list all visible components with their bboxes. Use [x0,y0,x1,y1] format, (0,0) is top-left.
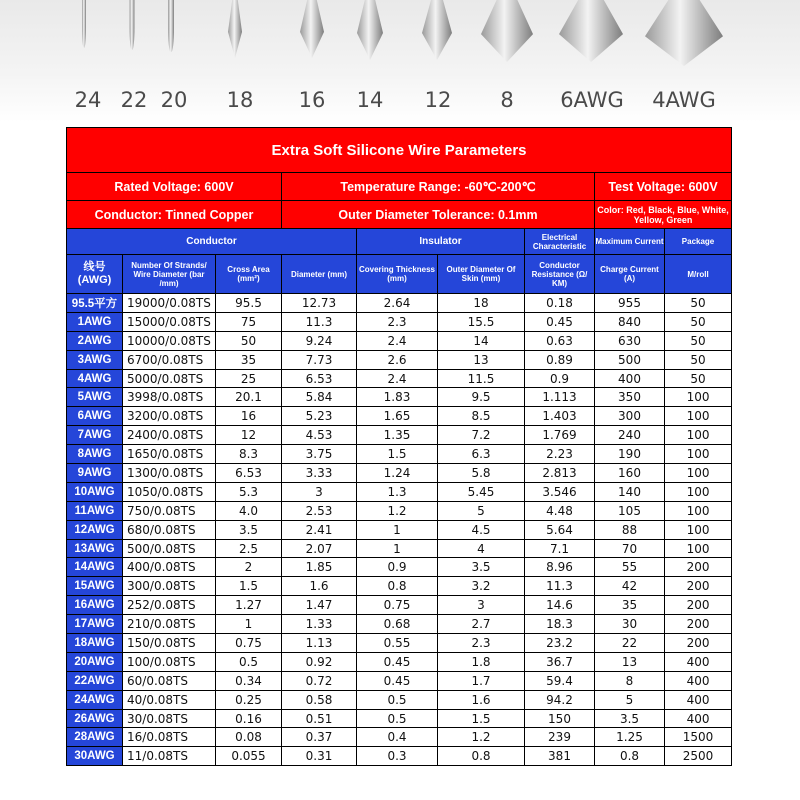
outer-diameter-cell: 15.5 [438,312,525,331]
col-diameter: Diameter (mm) [282,255,357,294]
charge-current-cell: 3.5 [595,709,665,728]
cross-area-cell: 0.16 [216,709,282,728]
cross-area-cell: 2 [216,558,282,577]
strands-cell: 500/0.08TS [123,539,216,558]
table-row [67,596,732,615]
table-row [67,312,732,331]
group-header-row [67,229,732,255]
package-cell: 100 [665,426,732,445]
charge-current-cell: 1.25 [595,728,665,747]
cross-area-cell: 95.5 [216,294,282,313]
diameter-cell: 0.58 [282,690,357,709]
awg-cell: 22AWG [67,671,123,690]
resistance-cell: 7.1 [525,539,595,558]
strands-cell: 60/0.08TS [123,671,216,690]
charge-current-cell: 5 [595,690,665,709]
outer-diameter-cell: 4.5 [438,520,525,539]
wire-sample [228,0,242,58]
package-cell: 50 [665,312,732,331]
charge-current-cell: 55 [595,558,665,577]
charge-current-cell: 88 [595,520,665,539]
table-row [67,294,732,313]
cross-area-cell: 6.53 [216,464,282,483]
package-cell: 200 [665,615,732,634]
resistance-cell: 3.546 [525,482,595,501]
table-row [67,445,732,464]
table-row [67,615,732,634]
cross-area-cell: 1 [216,615,282,634]
resistance-cell: 23.2 [525,634,595,653]
table-row [67,558,732,577]
resistance-cell: 11.3 [525,577,595,596]
package-cell: 400 [665,671,732,690]
package-cell: 400 [665,690,732,709]
resistance-cell: 0.63 [525,331,595,350]
cross-area-cell: 20.1 [216,388,282,407]
resistance-cell: 8.96 [525,558,595,577]
diameter-cell: 1.6 [282,577,357,596]
col-resistance: Conductor Resistance (Ω/ KM) [525,255,595,294]
package-cell: 100 [665,464,732,483]
outer-diameter-cell: 11.5 [438,369,525,388]
wire-sample [481,0,533,62]
rated-voltage: Rated Voltage: 600V [67,173,282,201]
covering-cell: 0.8 [357,577,438,596]
awg-cell: 8AWG [67,445,123,464]
covering-cell: 1 [357,539,438,558]
covering-cell: 2.4 [357,331,438,350]
covering-cell: 0.3 [357,747,438,766]
package-cell: 50 [665,369,732,388]
wire-sample [130,0,135,50]
diameter-cell: 0.31 [282,747,357,766]
outer-diameter-cell: 1.2 [438,728,525,747]
wire-sample [300,0,324,58]
diameter-cell: 2.41 [282,520,357,539]
outer-diameter-cell: 18 [438,294,525,313]
covering-cell: 0.9 [357,558,438,577]
resistance-cell: 94.2 [525,690,595,709]
gauge-label: 18 [226,88,254,112]
table-row [67,407,732,426]
diameter-cell: 0.37 [282,728,357,747]
wire-sample-photo [0,0,800,122]
strands-cell: 210/0.08TS [123,615,216,634]
resistance-cell: 150 [525,709,595,728]
charge-current-cell: 42 [595,577,665,596]
strands-cell: 1050/0.08TS [123,482,216,501]
cross-area-cell: 0.5 [216,652,282,671]
package-cell: 50 [665,331,732,350]
covering-cell: 0.5 [357,690,438,709]
gauge-label: 16 [298,88,326,112]
table-row [67,482,732,501]
strands-cell: 11/0.08TS [123,747,216,766]
outer-diameter-cell: 7.2 [438,426,525,445]
strands-cell: 150/0.08TS [123,634,216,653]
strands-cell: 40/0.08TS [123,690,216,709]
package-cell: 2500 [665,747,732,766]
cross-area-cell: 0.055 [216,747,282,766]
table-row [67,350,732,369]
diameter-cell: 6.53 [282,369,357,388]
awg-cell: 26AWG [67,709,123,728]
awg-cell: 11AWG [67,501,123,520]
awg-cell: 16AWG [67,596,123,615]
covering-cell: 0.4 [357,728,438,747]
group-conductor: Conductor [67,229,357,255]
strands-cell: 300/0.08TS [123,577,216,596]
charge-current-cell: 500 [595,350,665,369]
outer-diameter-cell: 6.3 [438,445,525,464]
spec-row [67,173,732,201]
group-max-current: Maximum Current [595,229,665,255]
cross-area-cell: 5.3 [216,482,282,501]
awg-cell: 24AWG [67,690,123,709]
resistance-cell: 381 [525,747,595,766]
awg-cell: 12AWG [67,520,123,539]
covering-cell: 1 [357,520,438,539]
diameter-cell: 5.84 [282,388,357,407]
strands-cell: 680/0.08TS [123,520,216,539]
table-row [67,388,732,407]
awg-cell: 13AWG [67,539,123,558]
charge-current-cell: 300 [595,407,665,426]
table-title-row [67,128,732,173]
gauge-label: 4AWG [652,88,716,112]
charge-current-cell: 140 [595,482,665,501]
package-cell: 400 [665,652,732,671]
table-title: Extra Soft Silicone Wire Parameters [67,128,732,173]
diameter-cell: 9.24 [282,331,357,350]
col-package: M/roll [665,255,732,294]
outer-diameter-cell: 2.7 [438,615,525,634]
awg-cell: 9AWG [67,464,123,483]
package-cell: 100 [665,407,732,426]
outer-diameter-cell: 13 [438,350,525,369]
awg-cell: 14AWG [67,558,123,577]
strands-cell: 400/0.08TS [123,558,216,577]
covering-cell: 0.5 [357,709,438,728]
package-cell: 50 [665,294,732,313]
color-options: Color: Red, Black, Blue, White, Yellow, Green [595,201,732,229]
wire-parameters-table [66,127,732,766]
diameter-cell: 5.23 [282,407,357,426]
outer-diameter-cell: 4 [438,539,525,558]
awg-cell: 2AWG [67,331,123,350]
outer-diameter-cell: 1.7 [438,671,525,690]
diameter-cell: 7.73 [282,350,357,369]
covering-cell: 1.3 [357,482,438,501]
resistance-cell: 18.3 [525,615,595,634]
resistance-cell: 239 [525,728,595,747]
strands-cell: 5000/0.08TS [123,369,216,388]
wire-sample [559,0,623,62]
resistance-cell: 2.813 [525,464,595,483]
package-cell: 1500 [665,728,732,747]
diameter-cell: 3 [282,482,357,501]
covering-cell: 2.6 [357,350,438,369]
charge-current-cell: 22 [595,634,665,653]
resistance-cell: 2.23 [525,445,595,464]
package-cell: 200 [665,558,732,577]
gauge-label: 14 [356,88,384,112]
resistance-cell: 0.45 [525,312,595,331]
strands-cell: 1300/0.08TS [123,464,216,483]
outer-diameter-cell: 3.5 [438,558,525,577]
col-awg: 线号 (AWG) [67,255,123,294]
strands-cell: 10000/0.08TS [123,331,216,350]
resistance-cell: 5.64 [525,520,595,539]
table-row [67,690,732,709]
gauge-label: 6AWG [560,88,624,112]
outer-diameter-cell: 1.8 [438,652,525,671]
group-electrical: Electrical Characteristic [525,229,595,255]
table-row [67,331,732,350]
cross-area-cell: 8.3 [216,445,282,464]
covering-cell: 0.68 [357,615,438,634]
col-strands: Number Of Strands/ Wire Diameter (bar /mm) [123,255,216,294]
charge-current-cell: 350 [595,388,665,407]
covering-cell: 1.2 [357,501,438,520]
spec-row [67,201,732,229]
covering-cell: 2.3 [357,312,438,331]
conductor-material: Conductor: Tinned Copper [67,201,282,229]
awg-cell: 7AWG [67,426,123,445]
gauge-label: 20 [160,88,188,112]
table-row [67,671,732,690]
strands-cell: 750/0.08TS [123,501,216,520]
awg-cell: 4AWG [67,369,123,388]
covering-cell: 1.65 [357,407,438,426]
table-row [67,520,732,539]
cross-area-cell: 50 [216,331,282,350]
diameter-cell: 0.92 [282,652,357,671]
outer-diameter-cell: 5.8 [438,464,525,483]
diameter-cell: 12.73 [282,294,357,313]
resistance-cell: 0.89 [525,350,595,369]
awg-cell: 5AWG [67,388,123,407]
cross-area-cell: 0.34 [216,671,282,690]
strands-cell: 16/0.08TS [123,728,216,747]
cross-area-cell: 12 [216,426,282,445]
cross-area-cell: 0.08 [216,728,282,747]
strands-cell: 3200/0.08TS [123,407,216,426]
package-cell: 100 [665,445,732,464]
diameter-cell: 0.51 [282,709,357,728]
cross-area-cell: 25 [216,369,282,388]
strands-cell: 6700/0.08TS [123,350,216,369]
charge-current-cell: 400 [595,369,665,388]
resistance-cell: 0.9 [525,369,595,388]
col-outer-diameter: Outer Diameter Of Skin (mm) [438,255,525,294]
outer-diameter-cell: 0.8 [438,747,525,766]
package-cell: 200 [665,634,732,653]
charge-current-cell: 13 [595,652,665,671]
table-row [67,577,732,596]
charge-current-cell: 0.8 [595,747,665,766]
charge-current-cell: 35 [595,596,665,615]
covering-cell: 0.45 [357,652,438,671]
resistance-cell: 36.7 [525,652,595,671]
test-voltage: Test Voltage: 600V [595,173,732,201]
table-row [67,426,732,445]
outer-diameter-cell: 3 [438,596,525,615]
covering-cell: 2.64 [357,294,438,313]
diameter-cell: 11.3 [282,312,357,331]
diameter-cell: 0.72 [282,671,357,690]
strands-cell: 100/0.08TS [123,652,216,671]
awg-cell: 15AWG [67,577,123,596]
awg-cell: 10AWG [67,482,123,501]
diameter-cell: 4.53 [282,426,357,445]
awg-cell: 6AWG [67,407,123,426]
package-cell: 200 [665,577,732,596]
outer-diameter-cell: 1.5 [438,709,525,728]
gauge-label: 12 [424,88,452,112]
diameter-cell: 1.47 [282,596,357,615]
resistance-cell: 4.48 [525,501,595,520]
cross-area-cell: 2.5 [216,539,282,558]
resistance-cell: 1.403 [525,407,595,426]
table-row [67,709,732,728]
diameter-cell: 2.53 [282,501,357,520]
covering-cell: 1.83 [357,388,438,407]
resistance-cell: 59.4 [525,671,595,690]
cross-area-cell: 4.0 [216,501,282,520]
cross-area-cell: 0.25 [216,690,282,709]
outer-diameter-cell: 5 [438,501,525,520]
charge-current-cell: 160 [595,464,665,483]
outer-diameter-tolerance: Outer Diameter Tolerance: 0.1mm [282,201,595,229]
awg-cell: 30AWG [67,747,123,766]
package-cell: 100 [665,482,732,501]
gauge-label: 22 [120,88,148,112]
cross-area-cell: 0.75 [216,634,282,653]
outer-diameter-cell: 9.5 [438,388,525,407]
charge-current-cell: 30 [595,615,665,634]
group-package: Package [665,229,732,255]
awg-cell: 3AWG [67,350,123,369]
strands-cell: 1650/0.08TS [123,445,216,464]
cross-area-cell: 3.5 [216,520,282,539]
diameter-cell: 1.13 [282,634,357,653]
charge-current-cell: 8 [595,671,665,690]
strands-cell: 30/0.08TS [123,709,216,728]
awg-cell: 20AWG [67,652,123,671]
charge-current-cell: 840 [595,312,665,331]
awg-cell: 18AWG [67,634,123,653]
charge-current-cell: 240 [595,426,665,445]
covering-cell: 0.45 [357,671,438,690]
table-row [67,747,732,766]
package-cell: 400 [665,709,732,728]
outer-diameter-cell: 5.45 [438,482,525,501]
table-row [67,464,732,483]
awg-cell: 95.5平方 [67,294,123,313]
wire-sample [422,0,452,60]
resistance-cell: 1.769 [525,426,595,445]
resistance-cell: 1.113 [525,388,595,407]
strands-cell: 15000/0.08TS [123,312,216,331]
table-row [67,634,732,653]
group-insulator: Insulator [357,229,525,255]
charge-current-cell: 70 [595,539,665,558]
table-row [67,652,732,671]
awg-cell: 28AWG [67,728,123,747]
cross-area-cell: 75 [216,312,282,331]
covering-cell: 1.24 [357,464,438,483]
temperature-range: Temperature Range: -60℃-200℃ [282,173,595,201]
diameter-cell: 3.75 [282,445,357,464]
wire-sample [168,0,174,52]
col-covering: Covering Thickness (mm) [357,255,438,294]
wire-sample [645,0,723,66]
cross-area-cell: 1.27 [216,596,282,615]
covering-cell: 1.35 [357,426,438,445]
strands-cell: 19000/0.08TS [123,294,216,313]
covering-cell: 0.75 [357,596,438,615]
diameter-cell: 2.07 [282,539,357,558]
strands-cell: 252/0.08TS [123,596,216,615]
outer-diameter-cell: 3.2 [438,577,525,596]
package-cell: 100 [665,520,732,539]
strands-cell: 3998/0.08TS [123,388,216,407]
gauge-label: 24 [74,88,102,112]
table-row [67,369,732,388]
wire-sample [82,0,86,48]
resistance-cell: 0.18 [525,294,595,313]
outer-diameter-cell: 2.3 [438,634,525,653]
outer-diameter-cell: 14 [438,331,525,350]
package-cell: 100 [665,388,732,407]
col-cross-area: Cross Area (mm²) [216,255,282,294]
resistance-cell: 14.6 [525,596,595,615]
wire-parameters-table-container [66,127,731,790]
package-cell: 50 [665,350,732,369]
diameter-cell: 3.33 [282,464,357,483]
table-row [67,728,732,747]
covering-cell: 2.4 [357,369,438,388]
covering-cell: 0.55 [357,634,438,653]
gauge-label: 8 [500,88,514,112]
cross-area-cell: 16 [216,407,282,426]
charge-current-cell: 190 [595,445,665,464]
cross-area-cell: 1.5 [216,577,282,596]
strands-cell: 2400/0.08TS [123,426,216,445]
package-cell: 100 [665,501,732,520]
awg-cell: 17AWG [67,615,123,634]
charge-current-cell: 955 [595,294,665,313]
diameter-cell: 1.33 [282,615,357,634]
package-cell: 100 [665,539,732,558]
col-charge-current: Charge Current (A) [595,255,665,294]
covering-cell: 1.5 [357,445,438,464]
cross-area-cell: 35 [216,350,282,369]
table-row [67,539,732,558]
column-header-row [67,255,732,294]
package-cell: 200 [665,596,732,615]
outer-diameter-cell: 1.6 [438,690,525,709]
charge-current-cell: 105 [595,501,665,520]
diameter-cell: 1.85 [282,558,357,577]
awg-cell: 1AWG [67,312,123,331]
table-row [67,501,732,520]
outer-diameter-cell: 8.5 [438,407,525,426]
wire-sample [357,0,383,60]
charge-current-cell: 630 [595,331,665,350]
